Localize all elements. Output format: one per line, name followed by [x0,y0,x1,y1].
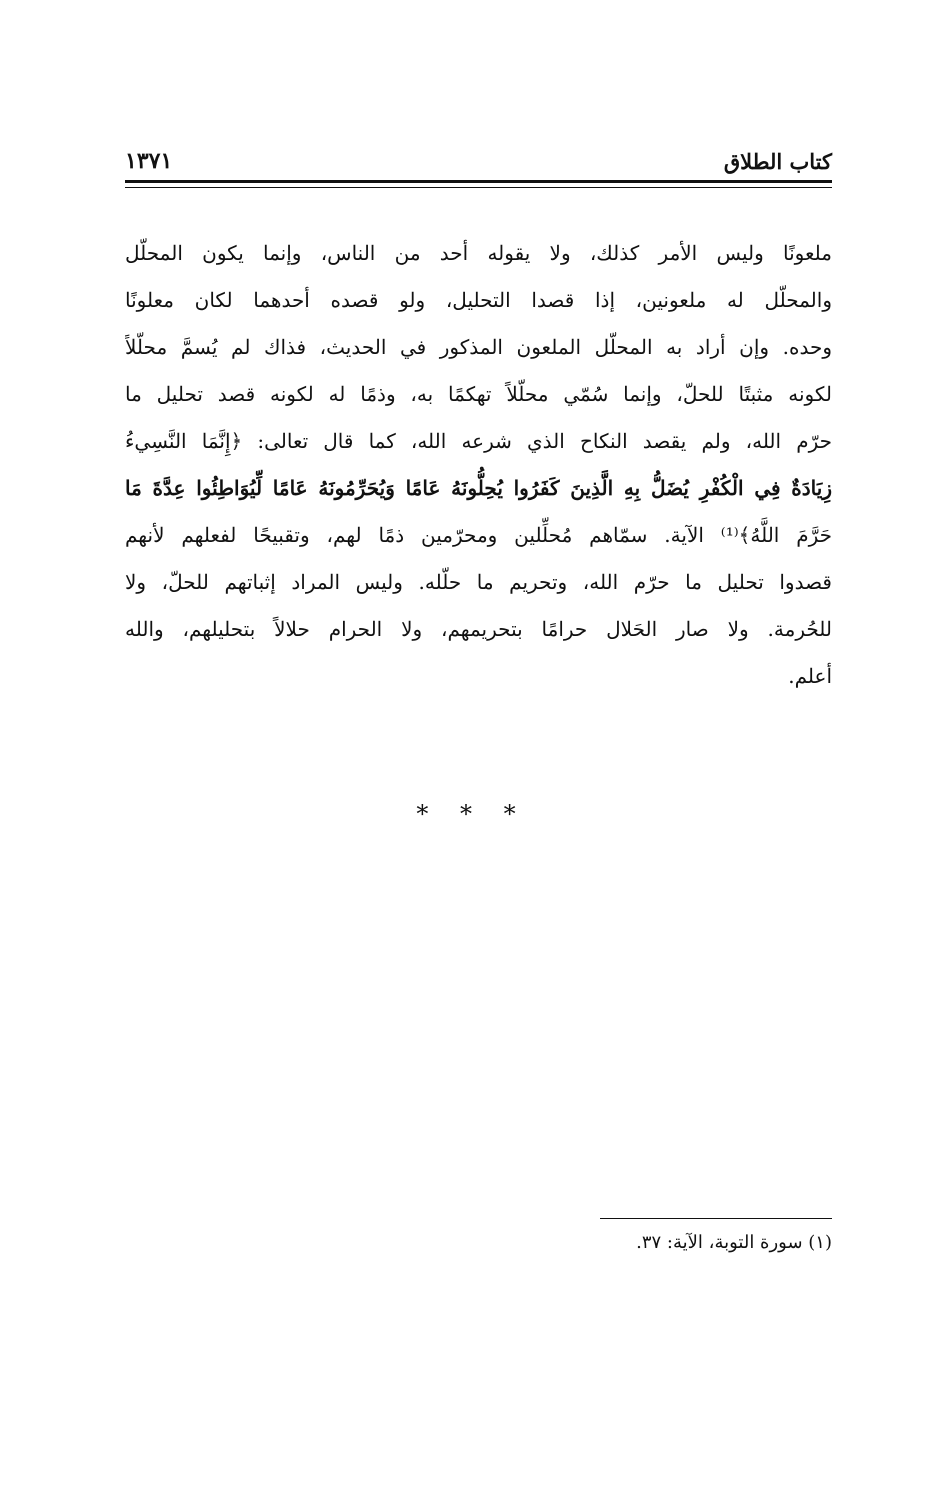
quran-verse-line: زِيَادَةٌ فِي الْكُفْرِ يُضَلُّ بِهِ الَّذِينَ كَفَرُوا يُحِلُّونَهُ عَامًا وَيُحَرِّمُونَهُ عَامًا لِّيُوَاطِئُوا عِدَّةَ مَا [125,476,832,500]
body-line: لكونه مثبتًا للحلّ، وإنما سُمّي محلّلاً تهكمًا به، وذمًا له لكونه قصد تحليل ما [125,382,832,406]
body-line: وحده. وإن أراد به المحلّل الملعون المذكور في الحديث، فذاك لم يُسمَّ محلّلاً [125,335,832,359]
body-text [125,230,832,700]
chapter-title: كتاب الطلاق [723,148,832,174]
footnote-rule [600,1218,832,1219]
page-header [125,146,832,176]
body-line: قصدوا تحليل ما حرّم الله، وتحريم ما حلّله. وليس المراد إثباتهم للحلّ، ولا [125,570,832,594]
body-line: حَرَّمَ اللَّهُ﴾⁽¹⁾ الآية. سمّاهم مُحلِّلين ومحرّمين ذمًا لهم، وتقبيحًا لفعلهم لأنهم [125,523,832,547]
body-line: حرّم الله، ولم يقصد النكاح الذي شرعه الله، كما قال تعالى: ﴿إِنَّمَا النَّسِيءُ [125,429,832,453]
footnote: (١) سورة التوبة، الآية: ٣٧. [636,1232,832,1253]
page-number: ١٣٧١ [125,148,173,174]
header-rule-thick [125,180,832,183]
body-line: للحُرمة. ولا صار الحَلال حرامًا بتحريمهم، ولا الحرام حلالاً بتحليلهم، والله [125,617,832,641]
body-line: أعلم. [788,664,832,688]
section-separator: * * * [416,800,528,828]
body-line: ملعونًا وليس الأمر كذلك، ولا يقوله أحد من الناس، وإنما يكون المحلّل [125,241,832,265]
header-rule-thin [125,187,832,188]
body-line: والمحلّل له ملعونين، إذا قصدا التحليل، ولو قصده أحدهما لكان معلونًا [125,288,832,312]
